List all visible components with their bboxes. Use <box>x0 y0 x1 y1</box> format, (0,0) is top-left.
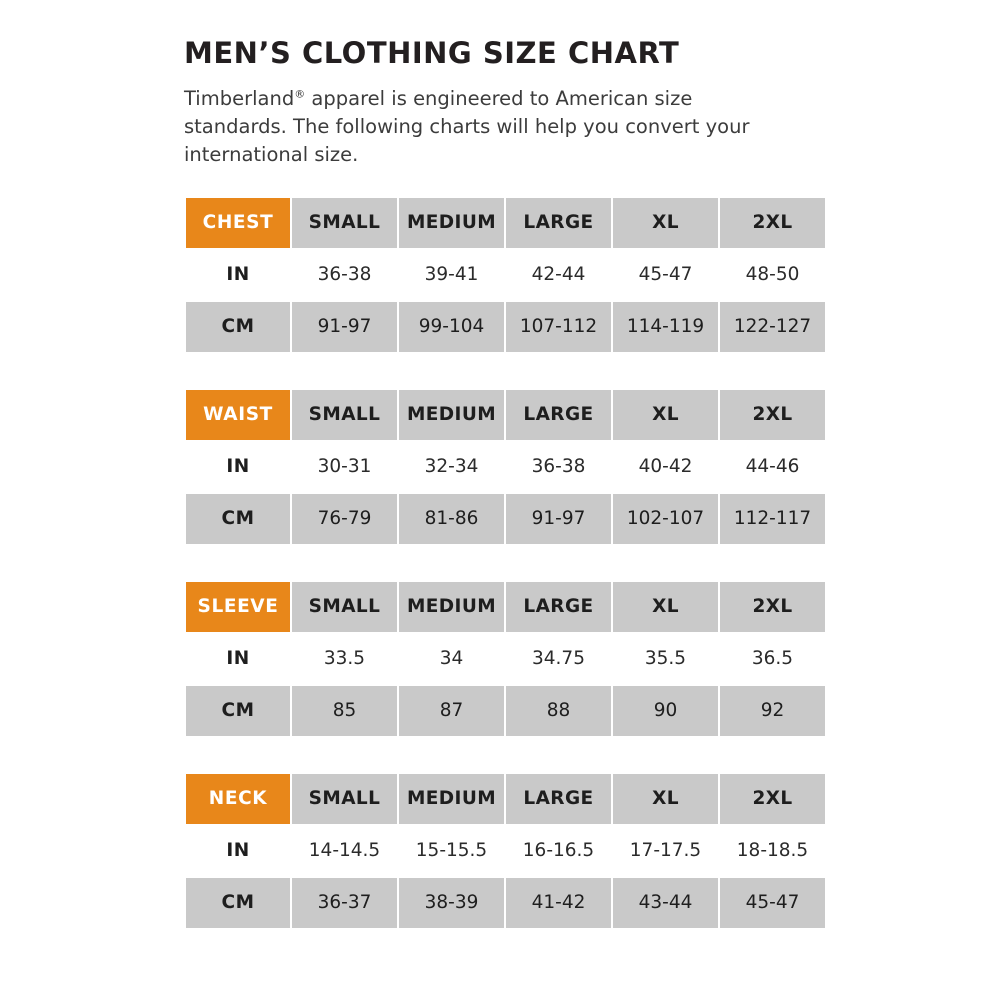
cell-value: 91-97 <box>506 494 611 544</box>
size-header-medium: MEDIUM <box>399 390 504 440</box>
cell-value: 30-31 <box>292 442 397 492</box>
size-table-neck <box>184 772 827 930</box>
chart-name-waist: WAIST <box>186 390 290 440</box>
cell-value: 32-34 <box>399 442 504 492</box>
chart-name-chest: CHEST <box>186 198 290 248</box>
size-header-large: LARGE <box>506 390 611 440</box>
size-header-2xl: 2XL <box>720 390 825 440</box>
unit-label-in: IN <box>186 634 290 684</box>
cell-value: 112-117 <box>720 494 825 544</box>
table-row <box>186 826 825 876</box>
cell-value: 39-41 <box>399 250 504 300</box>
size-header-medium: MEDIUM <box>399 582 504 632</box>
cell-value: 76-79 <box>292 494 397 544</box>
intro-text: apparel is engineered to American size standards. The following charts will help you convert your international size. <box>184 86 750 167</box>
registered-mark-icon: ® <box>294 87 306 101</box>
unit-label-in: IN <box>186 442 290 492</box>
intro-paragraph <box>184 85 794 170</box>
cell-value: 92 <box>720 686 825 736</box>
chart-name-neck: NECK <box>186 774 290 824</box>
size-header-xl: XL <box>613 582 718 632</box>
size-header-xl: XL <box>613 390 718 440</box>
cell-value: 18-18.5 <box>720 826 825 876</box>
table-row <box>186 878 825 928</box>
size-table-sleeve <box>184 580 827 738</box>
cell-value: 36-38 <box>506 442 611 492</box>
size-header-small: SMALL <box>292 774 397 824</box>
size-header-2xl: 2XL <box>720 198 825 248</box>
unit-label-cm: CM <box>186 878 290 928</box>
cell-value: 122-127 <box>720 302 825 352</box>
chart-block-waist <box>184 388 816 546</box>
table-row <box>186 302 825 352</box>
table-row <box>186 494 825 544</box>
size-header-medium: MEDIUM <box>399 198 504 248</box>
cell-value: 85 <box>292 686 397 736</box>
chart-name-sleeve: SLEEVE <box>186 582 290 632</box>
size-header-small: SMALL <box>292 390 397 440</box>
cell-value: 36-37 <box>292 878 397 928</box>
cell-value: 81-86 <box>399 494 504 544</box>
cell-value: 44-46 <box>720 442 825 492</box>
cell-value: 41-42 <box>506 878 611 928</box>
cell-value: 35.5 <box>613 634 718 684</box>
cell-value: 36.5 <box>720 634 825 684</box>
page-title: MEN’S CLOTHING SIZE CHART <box>184 36 680 70</box>
cell-value: 114-119 <box>613 302 718 352</box>
cell-value: 40-42 <box>613 442 718 492</box>
table-row-header <box>186 774 825 824</box>
size-table-waist <box>184 388 827 546</box>
cell-value: 88 <box>506 686 611 736</box>
size-header-small: SMALL <box>292 198 397 248</box>
size-header-xl: XL <box>613 774 718 824</box>
unit-label-cm: CM <box>186 686 290 736</box>
unit-label-in: IN <box>186 250 290 300</box>
cell-value: 14-14.5 <box>292 826 397 876</box>
cell-value: 102-107 <box>613 494 718 544</box>
table-row <box>186 634 825 684</box>
cell-value: 99-104 <box>399 302 504 352</box>
size-header-large: LARGE <box>506 582 611 632</box>
table-row-header <box>186 390 825 440</box>
cell-value: 33.5 <box>292 634 397 684</box>
table-row <box>186 250 825 300</box>
cell-value: 42-44 <box>506 250 611 300</box>
cell-value: 17-17.5 <box>613 826 718 876</box>
table-row <box>186 686 825 736</box>
size-header-large: LARGE <box>506 774 611 824</box>
cell-value: 90 <box>613 686 718 736</box>
cell-value: 34 <box>399 634 504 684</box>
table-row-header <box>186 582 825 632</box>
cell-value: 16-16.5 <box>506 826 611 876</box>
size-header-2xl: 2XL <box>720 774 825 824</box>
size-header-2xl: 2XL <box>720 582 825 632</box>
table-row-header <box>186 198 825 248</box>
chart-block-chest <box>184 196 816 354</box>
cell-value: 45-47 <box>613 250 718 300</box>
cell-value: 91-97 <box>292 302 397 352</box>
cell-value: 34.75 <box>506 634 611 684</box>
cell-value: 107-112 <box>506 302 611 352</box>
size-header-xl: XL <box>613 198 718 248</box>
cell-value: 43-44 <box>613 878 718 928</box>
chart-block-sleeve <box>184 580 816 738</box>
cell-value: 36-38 <box>292 250 397 300</box>
cell-value: 45-47 <box>720 878 825 928</box>
cell-value: 48-50 <box>720 250 825 300</box>
unit-label-cm: CM <box>186 302 290 352</box>
size-header-medium: MEDIUM <box>399 774 504 824</box>
size-header-large: LARGE <box>506 198 611 248</box>
cell-value: 87 <box>399 686 504 736</box>
size-header-small: SMALL <box>292 582 397 632</box>
table-row <box>186 442 825 492</box>
cell-value: 38-39 <box>399 878 504 928</box>
size-table-chest <box>184 196 827 354</box>
intro-brand: Timberland <box>184 86 295 110</box>
chart-block-neck <box>184 772 816 930</box>
unit-label-cm: CM <box>186 494 290 544</box>
unit-label-in: IN <box>186 826 290 876</box>
cell-value: 15-15.5 <box>399 826 504 876</box>
